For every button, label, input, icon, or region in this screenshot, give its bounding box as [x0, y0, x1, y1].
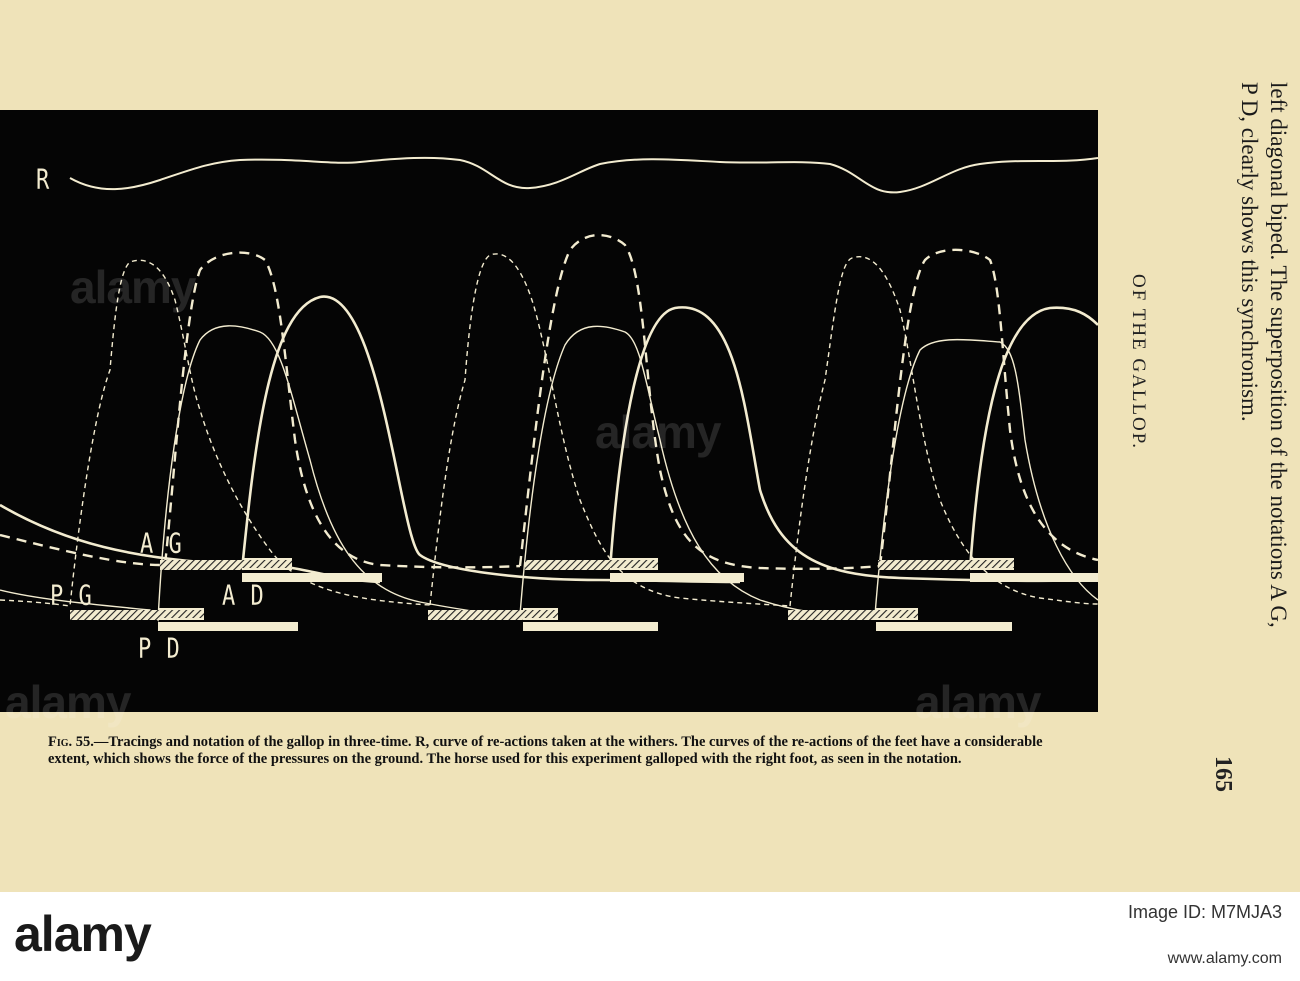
caption-figure-number: Fig. 55.	[48, 734, 94, 750]
page-number-text: 165	[1210, 756, 1236, 792]
curve-ag	[880, 250, 1098, 566]
figure-plate	[0, 110, 1098, 728]
curve-ad	[0, 505, 380, 582]
watermark-image-id: Image ID: M7MJA3	[1127, 902, 1282, 922]
watermark-logo: alamy	[14, 906, 151, 962]
caption-text: —Tracings and notation of the gallop in three-time. R, curve of re-actions taken at the withers. The curves of the re-actions of the feet have a considerable extent, which shows the force of the pressures on the ground. The horse used for this experiment galloped with the right foot, as seen in the notation.	[48, 734, 1043, 767]
tracing-figure	[0, 110, 1098, 712]
page-number	[1206, 756, 1246, 800]
curve-ad	[242, 297, 740, 582]
watermark-band	[0, 892, 1300, 981]
label-pg: P G	[50, 580, 93, 613]
label-ad: A D	[222, 580, 265, 613]
r-curve	[70, 158, 1098, 193]
watermark-overlay: alamy	[915, 676, 1041, 728]
watermark-overlay: alamy	[5, 676, 131, 728]
body-line: P D, clearly shows this synchronism.	[1237, 82, 1262, 422]
watermark-overlay: alamy	[595, 406, 721, 458]
curve-pg	[0, 260, 430, 606]
rotated-page-text	[1103, 82, 1293, 642]
curve-ag	[520, 235, 880, 569]
label-ag: A G	[140, 528, 183, 561]
body-text	[1235, 82, 1293, 642]
curve-ad	[610, 307, 1098, 580]
label-pd: P D	[138, 633, 181, 666]
body-line: left diagonal biped. The superposition of the notations A G,	[1266, 82, 1291, 628]
notation-bars-lower	[70, 608, 1012, 631]
watermark-url: www.alamy.com	[1167, 950, 1282, 967]
label-r: R	[36, 164, 51, 197]
watermark-overlay: alamy	[70, 261, 196, 313]
figure-caption	[48, 734, 1058, 768]
curve-ag	[0, 253, 520, 568]
curve-ad	[970, 308, 1098, 570]
running-head: OF THE GALLOP.	[1128, 274, 1149, 450]
